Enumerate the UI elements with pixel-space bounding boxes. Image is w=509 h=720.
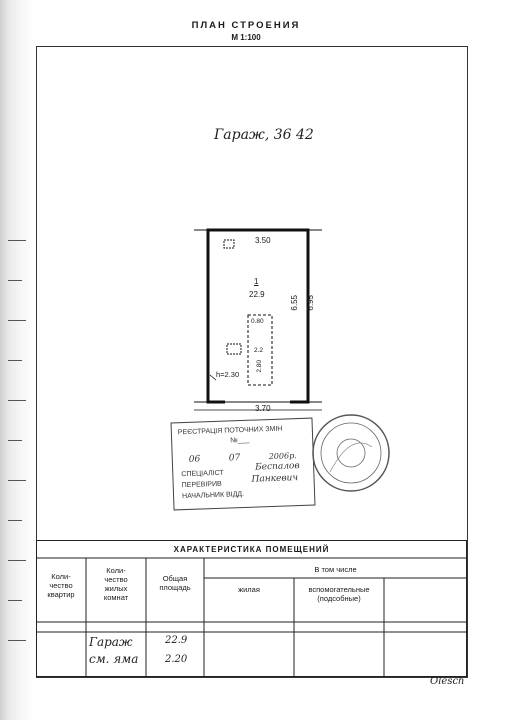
- row-name-1: Гараж: [89, 635, 133, 649]
- dim-bottom: 3.70: [255, 404, 271, 413]
- row-area-1: 22.9: [165, 635, 188, 646]
- stamp-signature-1: Беспалов: [254, 461, 300, 473]
- room-area: 22.9: [249, 290, 265, 299]
- dim-right-outer: 6.95: [306, 295, 315, 311]
- col-total-area: Общая площадь: [159, 574, 191, 592]
- col-auxiliary: вспомогательные (подсобные): [308, 585, 370, 603]
- stamp-date-year: 2006р.: [268, 451, 297, 462]
- dim-right-inner: 6.55: [290, 295, 299, 311]
- scale-label: М 1:100: [231, 33, 261, 42]
- building-label: Гараж, 36 42: [214, 127, 314, 143]
- col-incl: В том числе: [314, 565, 357, 574]
- stamp-line1: РЕЄСТРАЦІЯ ПОТОЧНИХ ЗМІН: [177, 425, 283, 437]
- round-seal: [310, 412, 392, 494]
- row-area-2: 2.20: [165, 654, 188, 665]
- ruler-tick: [8, 640, 26, 641]
- stamp-line2: №___: [230, 436, 250, 445]
- pit-width: 0.80: [251, 318, 264, 325]
- col-living: жилая: [238, 585, 260, 594]
- stamp-date-day: 06: [188, 454, 201, 465]
- pit-length: 2.80: [256, 360, 263, 373]
- room-number: 1: [254, 277, 259, 286]
- col-apartments: Коли- чество квартир: [47, 572, 75, 599]
- row-name-2: см. яма: [89, 652, 139, 666]
- pit-area: 2.2: [254, 347, 264, 354]
- stamp-signature-2: Панкевич: [251, 473, 299, 485]
- ruler-tick: [8, 440, 22, 441]
- dim-top: 3.50: [255, 236, 271, 245]
- registration-stamp: [171, 418, 316, 511]
- ruler-tick: [8, 360, 22, 361]
- page-title: ПЛАН СТРОЕНИЯ: [191, 20, 301, 31]
- stamp-role-head: НАЧАЛЬНИК ВІДД.: [181, 490, 245, 501]
- pit-depth: h=2.30: [216, 370, 240, 379]
- ruler-tick: [8, 400, 26, 401]
- ruler-tick: [8, 240, 26, 241]
- ruler-tick: [8, 280, 22, 281]
- col-living-rooms: Коли- чество жилых комнат: [103, 566, 129, 602]
- stamp-role-checked: ПЕРЕВІРИВ: [181, 480, 222, 490]
- ruler-tick: [8, 520, 22, 521]
- ruler-tick: [8, 600, 22, 601]
- stamp-role-specialist: СПЕЦІАЛІСТ: [181, 469, 224, 479]
- ruler-tick: [8, 320, 26, 321]
- ruler-tick: [8, 560, 26, 561]
- stamp-date-month: 07: [228, 453, 241, 464]
- table-title: ХАРАКТЕРИСТИКА ПОМЕЩЕНИЙ: [173, 545, 330, 554]
- footer-signature: Olesch: [430, 676, 465, 687]
- ruler-tick: [8, 480, 26, 481]
